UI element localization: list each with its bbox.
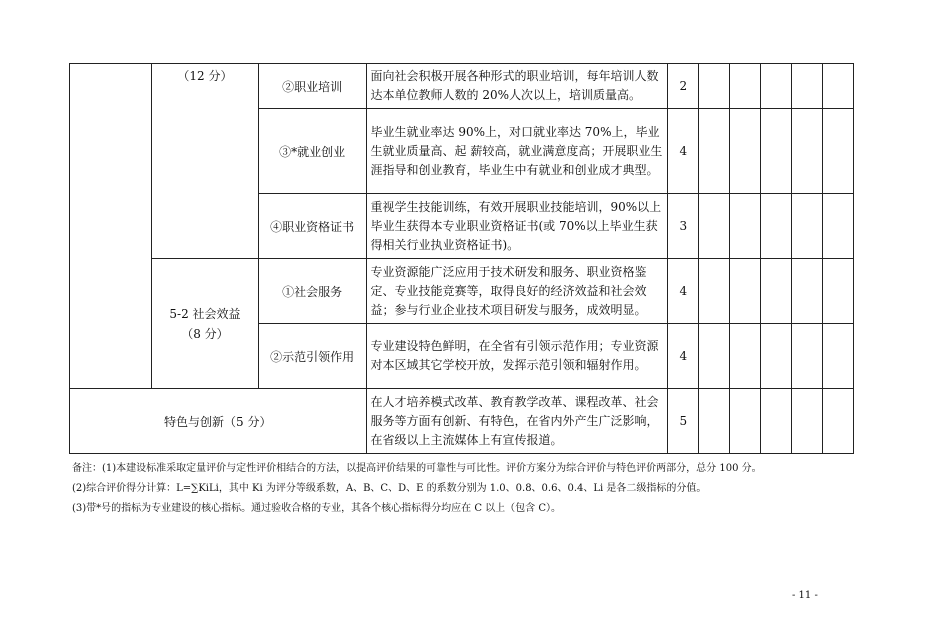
notes-section <box>72 459 872 519</box>
score-cell: 3 <box>668 194 699 259</box>
grade-b-cell <box>730 324 761 389</box>
grade-d-cell <box>792 259 823 324</box>
indicator-cell: ②职业培训 <box>258 64 366 109</box>
note-line: (3)带*号的指标为专业建设的核心指标。通过验收合格的专业，其各个核心指标得分均应在 C 以上（包含 C）。 <box>72 503 562 514</box>
grade-e-cell <box>822 324 853 389</box>
grade-b-cell <box>730 389 761 454</box>
indicator-cell: ③*就业创业 <box>258 109 366 194</box>
grade-a-cell <box>699 389 730 454</box>
grade-d-cell <box>792 194 823 259</box>
grade-a-cell <box>699 109 730 194</box>
score-cell: 4 <box>668 324 699 389</box>
grade-b-cell <box>730 109 761 194</box>
criterion-cell: 专业资源能广泛应用于技术研发和服务、职业资格鉴定、专业技能竞赛等，取得良好的经济效益和社会效益；参与行业企业技术项目研发与服务，成效明显。 <box>366 259 668 324</box>
grade-e-cell <box>822 64 853 109</box>
category-cell-blank <box>70 64 152 389</box>
grade-a-cell <box>699 64 730 109</box>
grade-c-cell <box>761 109 792 194</box>
grade-d-cell <box>792 324 823 389</box>
criterion-cell: 在人才培养模式改革、教育教学改革、课程改革、社会服务等方面有创新、有特色，在省内外产生广泛影响，在省级以上主流媒体上有宣传报道。 <box>366 389 668 454</box>
criterion-cell: 毕业生就业率达 90%上，对口就业率达 70%上，毕业生就业质量高、起 薪较高，就业满意度高；开展职业生涯指导和创业教育，毕业生中有就业和创业成才典型。 <box>366 109 668 194</box>
grade-d-cell <box>792 64 823 109</box>
criterion-cell: 面向社会积极开展各种形式的职业培训，每年培训人数达本单位教师人数的 20%人次以上，培训质量高。 <box>366 64 668 109</box>
category-name: 5-2 社会效益 <box>169 306 241 321</box>
score-cell: 4 <box>668 109 699 194</box>
grade-e-cell <box>822 389 853 454</box>
category-social-benefit-cell <box>152 259 259 389</box>
grade-c-cell <box>761 64 792 109</box>
table-row <box>70 259 854 324</box>
score-cell: 4 <box>668 259 699 324</box>
grade-c-cell <box>761 194 792 259</box>
feature-innovation-label: 特色与创新（5 分） <box>70 389 367 454</box>
grade-a-cell <box>699 194 730 259</box>
criterion-cell: 重视学生技能训练，有效开展职业技能培训，90%以上毕业生获得本专业职业资格证书(或 70%以上毕业生获得相关行业执业资格证书)。 <box>366 194 668 259</box>
grade-c-cell <box>761 389 792 454</box>
criterion-cell: 专业建设特色鲜明，在全省有引领示范作用；专业资源对本区域其它学校开放，发挥示范引领和辐射作用。 <box>366 324 668 389</box>
note-line: 备注：(1)本建设标准采取定量评价与定性评价相结合的方法，以提高评价结果的可靠性与可比性。评价方案分为综合评价与特色评价两部分，总分 100 分。 <box>72 463 762 474</box>
grade-e-cell <box>822 109 853 194</box>
grade-a-cell <box>699 259 730 324</box>
score-cell: 2 <box>668 64 699 109</box>
grade-b-cell <box>730 194 761 259</box>
table-row <box>70 64 854 109</box>
grade-d-cell <box>792 109 823 194</box>
grade-b-cell <box>730 259 761 324</box>
grade-e-cell <box>822 259 853 324</box>
note-line: (2)综合评价得分计算：L=∑KiLi，其中 Ki 为评分等级系数，A、B、C、D、E 的系数分别为 1.0、0.8、0.6、0.4、Li 是各二级指标的分值。 <box>72 483 707 494</box>
page-number: - 11 - <box>792 590 818 601</box>
grade-c-cell <box>761 324 792 389</box>
indicator-cell: ④职业资格证书 <box>258 194 366 259</box>
score-cell: 5 <box>668 389 699 454</box>
grade-b-cell <box>730 64 761 109</box>
indicator-cell: ②示范引领作用 <box>258 324 366 389</box>
grade-a-cell <box>699 324 730 389</box>
grade-c-cell <box>761 259 792 324</box>
grade-d-cell <box>792 389 823 454</box>
category-score: （8 分） <box>181 326 229 341</box>
evaluation-standard-table <box>69 63 854 454</box>
indicator-cell: ①社会服务 <box>258 259 366 324</box>
grade-e-cell <box>822 194 853 259</box>
table-row <box>70 389 854 454</box>
category-score-cell: （12 分） <box>152 64 259 259</box>
